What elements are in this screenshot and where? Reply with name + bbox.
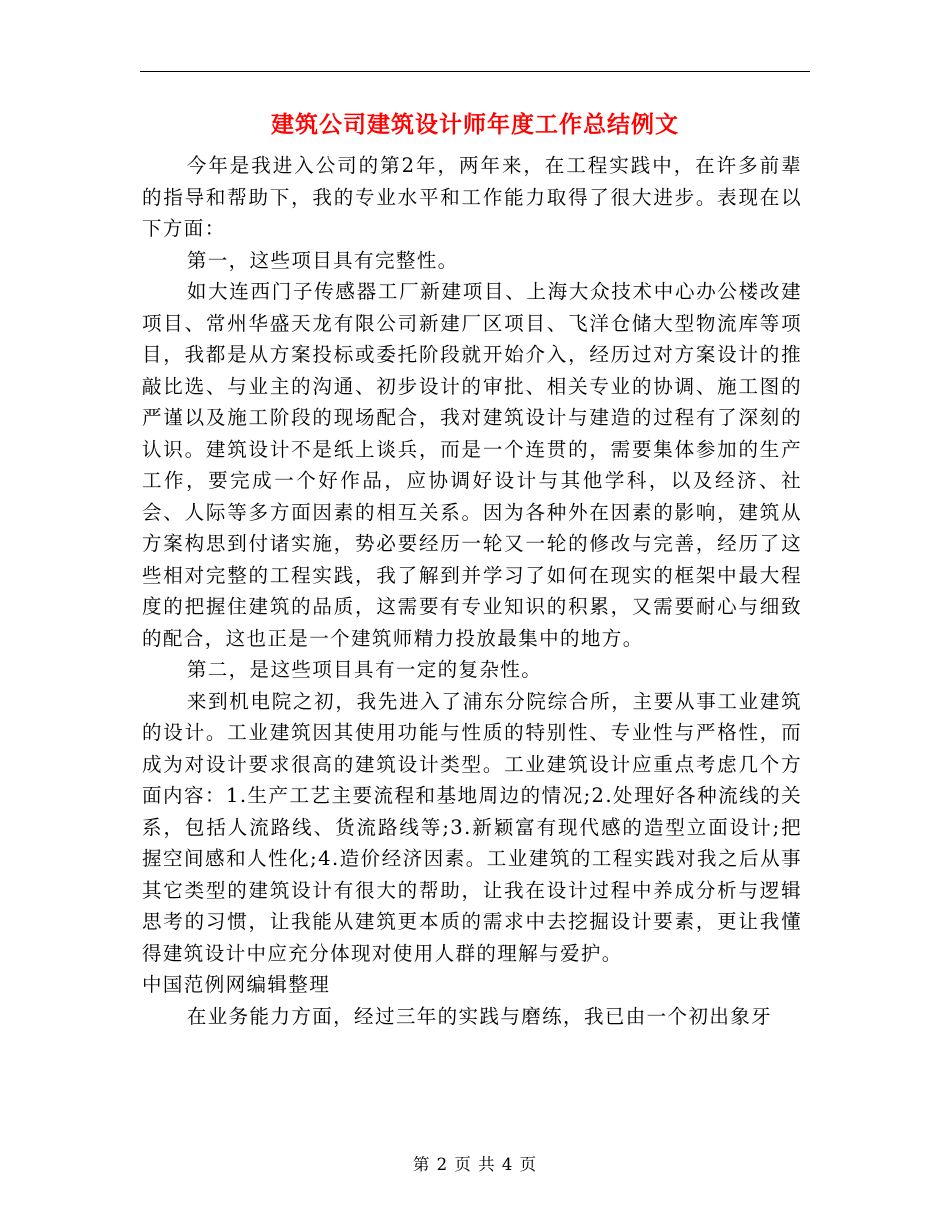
paragraph-source-note: 中国范例网编辑整理: [142, 973, 331, 996]
page-number-footer: 第 2 页 共 4 页: [412, 1155, 538, 1174]
paragraph-point-two-body: 来到机电院之初，我先进入了浦东分院综合所，主要从事工业建筑的设计。工业建筑因其使用功能与性质的特别性、专业性与严格性，而成为对设计要求很高的建筑设计类型。工业建筑设计应重点考虑几个方面内容：1.生产工艺主要流程和基地周边的情况;2.处理好各种流线的关系，包括人流路线、货流路线等;3.新颖富有现代感的造型立面设计;把握空间感和人性化;4.造价经济因素。工业建筑的工程实践对我之后从事其它类型的建筑设计有很大的帮助，让我在设计过程中养成分析与逻辑思考的习惯，让我能从建筑更本质的需求中去挖掘设计要素，更让我懂得建筑设计中应充分体现对使用人群的理解与爱护。: [142, 689, 802, 965]
paragraph-point-one-heading: 第一，这些项目具有完整性。: [186, 248, 459, 272]
document-title: 建筑公司建筑设计师年度工作总结例文: [271, 111, 679, 138]
paragraph-point-one-body: 如大连西门子传感器工厂新建项目、上海大众技术中心办公楼改建项目、常州华盛天龙有限公司新建厂区项目、飞洋仓储大型物流库等项目，我都是从方案投标或委托阶段就开始介入，经历过对方案设计的推敲比选、与业主的沟通、初步设计的审批、相关专业的协调、施工图的严谨以及施工阶段的现场配合，我对建筑设计与建造的过程有了深刻的认识。建筑设计不是纸上谈兵，而是一个连贯的，需要集体参加的生产工作，要完成一个好作品，应协调好设计与其他学科，以及经济、社会、人际等多方面因素的相互关系。因为各种外在因素的影响，建筑从方案构思到付诸实施，势必要经历一轮又一轮的修改与完善，经历了这些相对完整的工程实践，我了解到并学习了如何在现实的框架中最大程度的把握住建筑的品质，这需要有专业知识的积累，又需要耐心与细致的配合，这也正是一个建筑师精力投放最集中的地方。: [142, 280, 802, 650]
paragraph-point-two-heading: 第二，是这些项目具有一定的复杂性。: [186, 658, 543, 681]
paragraph-intro: 今年是我进入公司的第2年，两年来，在工程实践中，在许多前辈的指导和帮助下，我的专业水平和工作能力取得了很大进步。表现在以下方面：: [142, 154, 802, 240]
header-rule: [140, 71, 810, 72]
paragraph-business-ability: 在业务能力方面，经过三年的实践与磨练，我已由一个初出象牙: [186, 1004, 773, 1028]
document-body: [142, 150, 802, 1032]
